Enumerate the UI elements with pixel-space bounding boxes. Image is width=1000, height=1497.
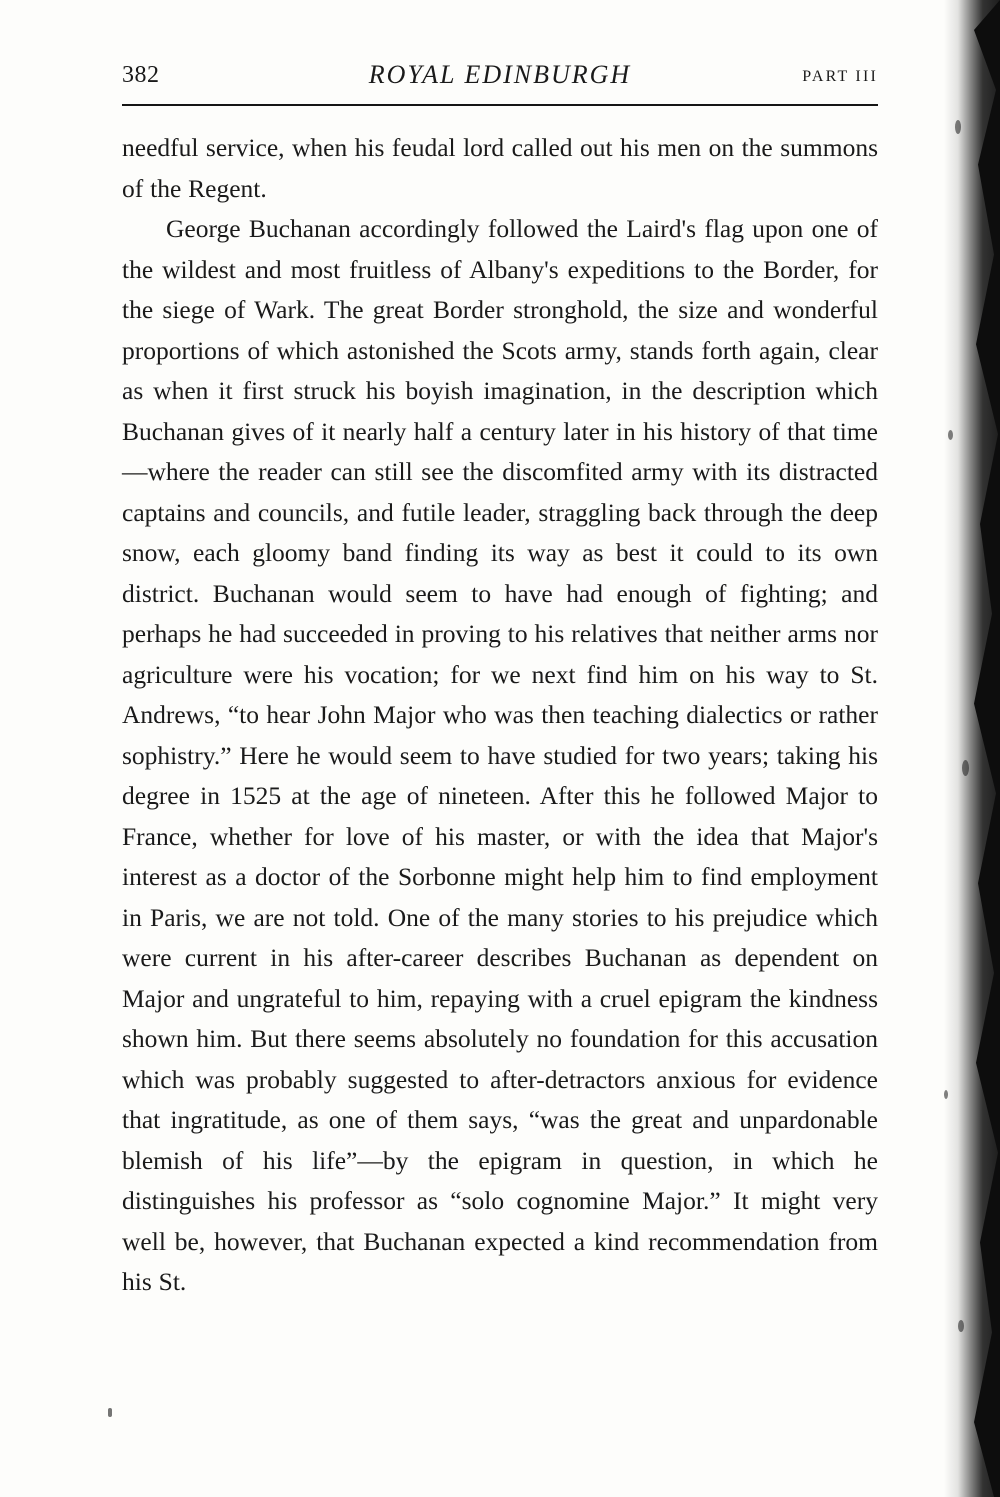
body-text (122, 128, 878, 1303)
scan-speck (958, 1320, 964, 1332)
page-number: 382 (122, 62, 160, 88)
header-divider (122, 104, 878, 106)
scan-speck (962, 760, 969, 776)
scan-speck (944, 1090, 948, 1099)
scan-speck (955, 120, 961, 134)
book-title: ROYAL EDINBURGH (368, 60, 632, 89)
page-speck (108, 1408, 112, 1417)
part-label: PART III (802, 68, 878, 85)
scan-speck (948, 430, 953, 440)
paragraph-george-buchanan: George Buchanan accordingly followed the Laird's flag upon one of the wildest and most fruitless of Albany's expeditions to the Border, for the siege of Wark. The great Border stronghold, the size and wonderful proportions of which astonished the Scots army, stands forth again, clear as when it first struck his boyish imagination, in the description which Buchanan gives of it nearly half a century later in his history of that time—where the reader can still see the discomfited army with its distracted captains and councils, and futile leader, straggling back through the deep snow, each gloomy band finding its way as best it could to its own district. Buchanan would seem to have had enough of fighting; and perhaps he had succeeded in proving to his relatives that neither arms nor agriculture were his vocation; for we next find him on his way to St. Andrews, “to hear John Major who was then teaching dialectics or rather sophistry.” Here he would seem to have studied for two years; taking his degree in 1525 at the age of nineteen. After this he followed Major to France, whether for love of his master, or with the idea that Major's interest as a doctor of the Sorbonne might help him to find employment in Paris, we are not told. One of the many stories to his prejudice which were current in his after-career describes Buchanan as dependent on Major and ungrateful to him, repaying with a cruel epigram the kindness shown him. But there seems absolutely no foundation for this accusation which was probably suggested to after-detractors anxious for evidence that ingratitude, as one of them says, “was the great and unpardonable blemish of his life”—by the epigram in question, in which he distinguishes his professor as “solo cognomine Major.” It might very well be, however, that Buchanan expected a kind recommendation from his St. (122, 214, 878, 1296)
paragraph-continued: needful service, when his feudal lord called out his men on the summons of the Regent. (122, 133, 878, 203)
running-head (122, 52, 878, 98)
page-content (122, 52, 878, 1303)
